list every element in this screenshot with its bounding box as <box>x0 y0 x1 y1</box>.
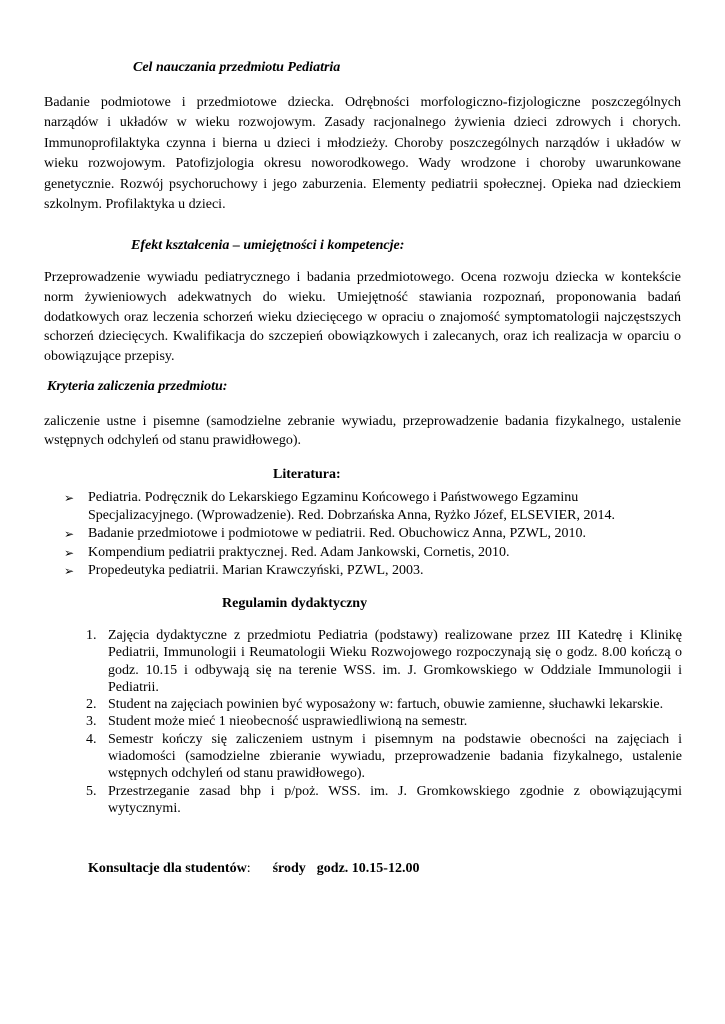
item-number: 3. <box>86 714 97 730</box>
regulation-text: Student na zajęciach powinien być wyposażony w: fartuch, obuwie zamienne, słuchawki lekarskie. <box>108 697 664 713</box>
literature-item-text: Kompendium pediatrii praktycznej. Red. Adam Jankowski, Cornetis, 2010. <box>88 544 510 560</box>
list-item <box>64 544 664 562</box>
regulations-list <box>86 627 682 817</box>
goal-paragraph: Badanie podmiotowe i przedmiotowe dziecka. Odrębności morfologiczno-fizjologiczne poszczególnych narządów i układów w wieku rozwojowym. Zasady racjonalnego żywienia dzieci zdrowych i chorych. Immunoprofilaktyka czynna i bierna u dzieci i młodzieży. Choroby poszczególnych narządów i układów w wieku rozwojowym. Patofizjologia okresu noworodkowego. Wady wrodzone i choroby uwarunkowane genetycznie. Rozwój psychoruchowy i jego zaburzenia. Elementy pediatrii społecznej. Opieka nad dzieckiem szkolnym. Profilaktyka u dzieci. <box>44 95 681 213</box>
consultation-day: środy <box>272 861 306 876</box>
list-item <box>64 525 664 543</box>
arrow-bullet-icon: ➢ <box>64 491 75 505</box>
list-item <box>86 731 682 783</box>
outcomes-heading: Efekt kształcenia – umiejętności i kompetencje: <box>131 238 405 253</box>
regulation-text: Student może mieć 1 nieobecność usprawiedliwioną na semestr. <box>108 714 468 730</box>
list-item <box>86 696 682 713</box>
list-item <box>64 489 664 525</box>
arrow-bullet-icon: ➢ <box>64 545 75 560</box>
literature-item-text: Pediatria. Podręcznik do Lekarskiego Egzaminu Końcowego i Państwowego Egzaminu Specjalizacyjnego. (Wprowadzenie). Red. Dobrzańska Anna, Ryżko Józef, ELSEVIER, 2014. <box>88 490 615 524</box>
list-item <box>64 562 664 580</box>
goal-heading: Cel nauczania przedmiotu Pediatria <box>133 60 341 75</box>
criteria-paragraph: zaliczenie ustne i pisemne (samodzielne zebranie wywiadu, przeprowadzenie badania fizykalnego, ustalenie wstępnych odchyleń od stanu prawidłowego). <box>44 414 681 448</box>
arrow-bullet-icon: ➢ <box>64 563 75 578</box>
list-item <box>86 783 682 818</box>
list-item <box>86 627 682 696</box>
regulation-text: Zajęcia dydaktyczne z przedmiotu Pediatria (podstawy) realizowane przez III Katedrę i Klinikę Pediatrii, Immunologii i Reumatologii Wieku Rozwojowego rozpoczynają się o godz. 8.00 kończą o godz. 10.15 i odbywają się na terenie WSS. im. J. Gromkowskiego w Oddziale Immunologii i Pediatrii. <box>108 628 682 695</box>
outcomes-paragraph: Przeprowadzenie wywiadu pediatrycznego i badania przedmiotowego. Ocena rozwoju dziecka w kontekście norm żywieniowych adekwatnych do wieku. Umiejętność stawiania rozpoznań, proponowania badań dodatkowych oraz leczenia schorzeń wieku dziecięcego w opraciu o znajomość symptomatologii najczęstszych schorzeń dziecięcych. Kwalifikacja do szczepień obowiązkowych i zalecanych, oraz ich realizacja w oparciu o obowiązujące przepisy. <box>44 270 681 365</box>
criteria-heading: Kryteria zaliczenia przedmiotu: <box>47 379 228 394</box>
regulation-text: Semestr kończy się zaliczeniem ustnym i pisemnym na podstawie obecności na zajęciach i wiadomości (samodzielne zbieranie wywiadu, przeprowadzenie badania fizykalnego, ustalenie wstępnych odchyleń od stanu prawidłowego). <box>108 731 682 782</box>
list-item <box>86 713 682 730</box>
literature-list <box>64 489 664 580</box>
item-number: 4. <box>86 731 97 747</box>
item-number: 5. <box>86 783 97 799</box>
consultation-time: godz. 10.15-12.00 <box>316 861 420 876</box>
consultation-line <box>88 861 419 877</box>
consultation-separator: : <box>246 861 251 876</box>
literature-item-text: Propedeutyka pediatrii. Marian Krawczyński, PZWL, 2003. <box>88 562 424 578</box>
literature-item-text: Badanie przedmiotowe i podmiotowe w pediatrii. Red. Obuchowicz Anna, PZWL, 2010. <box>88 526 587 542</box>
consultation-label: Konsultacje dla studentów <box>88 861 247 876</box>
item-number: 2. <box>86 697 97 713</box>
regulations-heading: Regulamin dydaktyczny <box>222 596 368 611</box>
item-number: 1. <box>86 628 97 643</box>
literature-heading: Literatura: <box>273 467 341 482</box>
regulation-text: Przestrzeganie zasad bhp i p/poż. WSS. im. J. Gromkowskiego zgodnie z obowiązującymi wytycznymi. <box>108 783 682 816</box>
arrow-bullet-icon: ➢ <box>64 527 75 542</box>
